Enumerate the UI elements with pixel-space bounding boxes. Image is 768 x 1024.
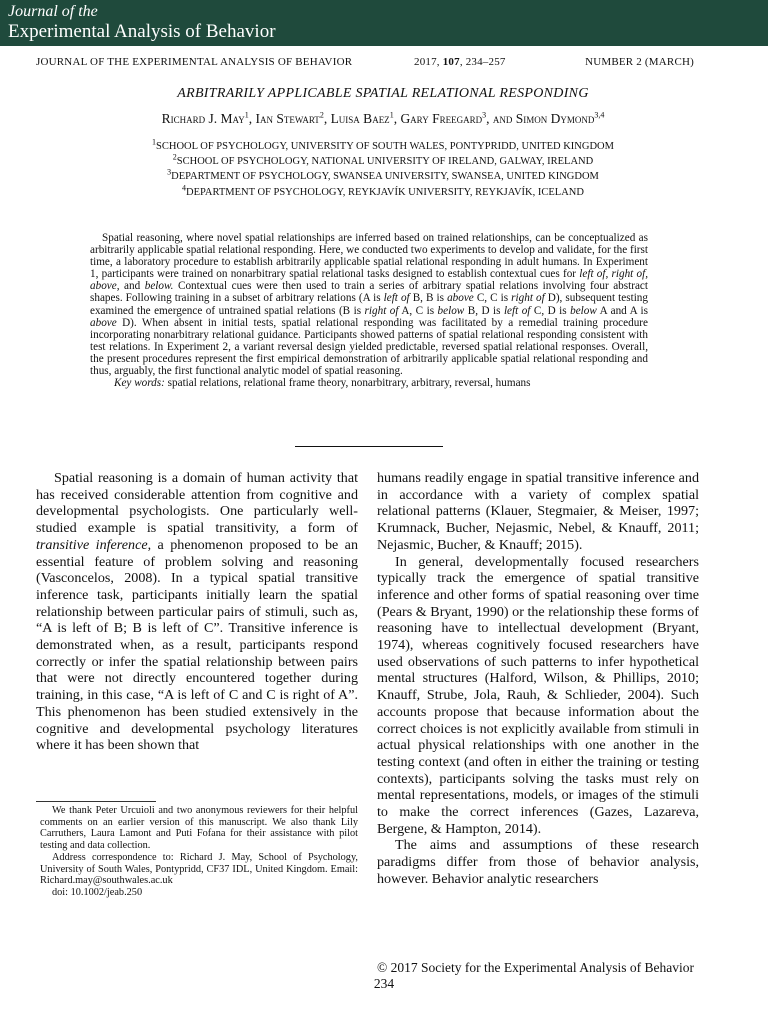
body-paragraph xyxy=(36,470,358,754)
abstract-segment: D). When absent in initial tests, spatial relational responding was facilitated by a remedial training procedure incorporating nonarbitrary relational guidance. Participants showed patterns of spatial relational responding consistent with test relations. In Experiment 2, a variant reversal design yielded predictable, reversed spatial relational responses. Overall, the present procedures represent the first empirical demonstration of arbitrarily applicable spatial relational responding and thus, arguably, the first functional analytic model of spatial reasoning. xyxy=(90,316,648,378)
abstract-segment: C, D is xyxy=(530,304,571,317)
affiliation: $^4$DEPARTMENT OF PSYCHOLOGY, REYKJAVÍK UNIVERSITY, REYKJAVÍK, ICELAND xyxy=(182,183,584,198)
author: Simon Dymond$^{3,4}$ xyxy=(515,110,605,126)
citation-volume: 107 xyxy=(442,56,460,68)
abstract-segment: B, B is xyxy=(409,292,448,305)
abstract-segment: B, D is xyxy=(464,304,504,317)
abstract-text xyxy=(90,232,648,377)
footnote-doi: doi: 10.1002/jeab.250 xyxy=(52,886,143,898)
footnotes xyxy=(40,805,358,899)
keywords xyxy=(90,377,648,389)
footnote-acknowledgement: We thank Peter Urcuioli and two anonymous reviewers for their helpful comments on an earlier version of this manuscript. We also thank Lily Carruthers, Laura Lamont and Puti Fofana for their assistance with pilot testing and data collection. xyxy=(40,805,358,852)
abstract-segment: below xyxy=(437,304,465,317)
body-paragraph: humans readily engage in spatial transitive inference and in accordance with a variety of complex spatial relational patterns (Klauer, Stegmaier, & Meiser, 1997; Krumnack, Bucher, Nejasmic, Nebel, & Knauff, 2011; Nejasmic, Bucher, & Knauff; 2015). xyxy=(377,470,699,553)
author: Ian Stewart$^2$, xyxy=(255,110,331,126)
section-divider xyxy=(295,446,443,447)
citation-year: 2017, xyxy=(414,56,443,68)
abstract-segment: below. xyxy=(144,280,174,293)
author-list xyxy=(36,111,730,127)
abstract-segment: A, C is xyxy=(398,304,438,317)
abstract-segment: right of xyxy=(364,304,399,317)
banner-line-2: Experimental Analysis of Behavior xyxy=(8,21,276,42)
author: Gary Freegard$^3$, and xyxy=(400,110,516,126)
page-number: 234 xyxy=(373,976,395,991)
body-segment: , a phenomenon proposed to be an essential feature of problem solving and reasoning (Vasconcelos, 2008). In a typical spatial transitive inference task, participants initially learn the spatial relationship between particular pairs of stimuli, such as, “A is left of B; B is left of C”. Transitive inference is demonstrated when, as a result, participants respond correctly or infer the spatial relationship between pairs that were not directly encountered together during training, in this case, “A is left of C and C is right of A”. This phenomenon has been studied extensively in the cognitive and developmental psychology literatures where it has been shown that xyxy=(36,536,358,754)
footnote-correspondence: Address correspondence to: Richard J. May, School of Psychology, University of South Wales, Pontypridd, CF37 IDL, United Kingdom. Email: Richard.may@southwales.ac.uk xyxy=(40,851,358,887)
keywords-label: Key words: xyxy=(114,377,165,390)
body-column-left xyxy=(36,470,358,754)
running-head-issue: NUMBER 2 (MARCH) xyxy=(585,56,694,68)
abstract-segment: left of xyxy=(503,304,531,317)
affiliation: $^1$SCHOOL OF PSYCHOLOGY, UNIVERSITY OF SOUTH WALES, PONTYPRIDD, UNITED KINGDOM xyxy=(152,137,614,152)
banner-line-1: Journal of the xyxy=(8,3,98,20)
abstract-segment: A and A is xyxy=(596,304,648,317)
keywords-list: spatial relations, relational frame theory, nonarbitrary, arbitrary, reversal, humans xyxy=(164,377,531,390)
body-segment: Spatial reasoning is a domain of human activity that has received considerable attention from cognitive and developmental psychologists. One particularly well-studied example is spatial transitivity, a form of xyxy=(36,470,358,537)
abstract-segment: C, C is xyxy=(473,292,512,305)
abstract-segment: above xyxy=(447,292,474,305)
copyright-notice: © 2017 Society for the Experimental Analysis of Behavior xyxy=(377,960,694,975)
abstract-segment: below xyxy=(570,304,597,317)
abstract-segment: Spatial reasoning, where novel spatial relationships are inferred based on trained relationships, can be conceptualized as arbitrarily applicable spatial relational responding. Here, we conducted two experiments to develop and validate, for the first time, a laboratory procedure to establish arbitrarily applicable spatial relational responding in adult humans. In Experiment 1, participants were trained on nonarbitrary spatial relational tasks designed to establish contextual cues for xyxy=(90,232,648,281)
author: Richard J. May$^1$, xyxy=(161,110,256,126)
article-title: ARBITRARILY APPLICABLE SPATIAL RELATIONAL RESPONDING xyxy=(177,86,589,101)
author: Luisa Baez$^1$, xyxy=(330,110,401,126)
abstract-segment: left of xyxy=(383,292,410,305)
abstract xyxy=(90,232,648,389)
abstract-segment: D), subsequent testing examined the emergence of untrained spatial relations (B is xyxy=(90,292,648,317)
abstract-segment: Contextual cues were then used to train a series of arbitrary spatial relations involving four abstract shapes. Following training in a subset of arbitrary relations (A is xyxy=(90,280,648,305)
running-head-journal: JOURNAL OF THE EXPERIMENTAL ANALYSIS OF BEHAVIOR xyxy=(36,56,353,68)
affiliation: $^2$SCHOOL OF PSYCHOLOGY, NATIONAL UNIVERSITY OF IRELAND, GALWAY, IRELAND xyxy=(172,152,594,168)
citation-pages: , 234–257 xyxy=(459,56,506,68)
footnote-rule xyxy=(36,801,156,802)
abstract-segment: above xyxy=(90,316,117,329)
journal-banner xyxy=(0,0,768,46)
abstract-segment: and xyxy=(119,280,145,293)
abstract-segment: right of xyxy=(511,292,545,305)
affiliations xyxy=(36,139,730,200)
abstract-segment: left of, right of, above, xyxy=(90,268,648,293)
body-column-right xyxy=(377,470,699,888)
body-paragraph: In general, developmentally focused researchers typically track the emergence of spatial transitive inference and other forms of spatial reasoning over time (Pears & Bryant, 1990) or the relationship these forms of reasoning have to intellectual development (Bryant, 1974), whereas cognitively focused researchers have used observations of such patterns to infer hypothetical mental structures (Halford, Wilson, & Phillips, 2010; Knauff, Strube, Jola, Rauh, & Schlieder, 2004). Such accounts propose that because information about the correct choices is not explicitly available from stimuli in actual physical relationships with one another in the testing context (and often in either the training or testing contexts), participants solving the tasks must rely on mental representations, models, or images of the stimuli to make the correct inferences (Gazes, Lazareva, Bergene, & Hampton, 2014). xyxy=(377,553,699,837)
body-segment: transitive inference xyxy=(36,536,148,553)
body-paragraph: The aims and assumptions of these research paradigms differ from those of behavior analysis, however. Behavior analytic researchers xyxy=(377,837,699,887)
running-head xyxy=(36,56,694,70)
running-head-citation xyxy=(414,56,506,68)
affiliation: $^3$DEPARTMENT OF PSYCHOLOGY, SWANSEA UNIVERSITY, SWANSEA, UNITED KINGDOM xyxy=(167,167,599,183)
